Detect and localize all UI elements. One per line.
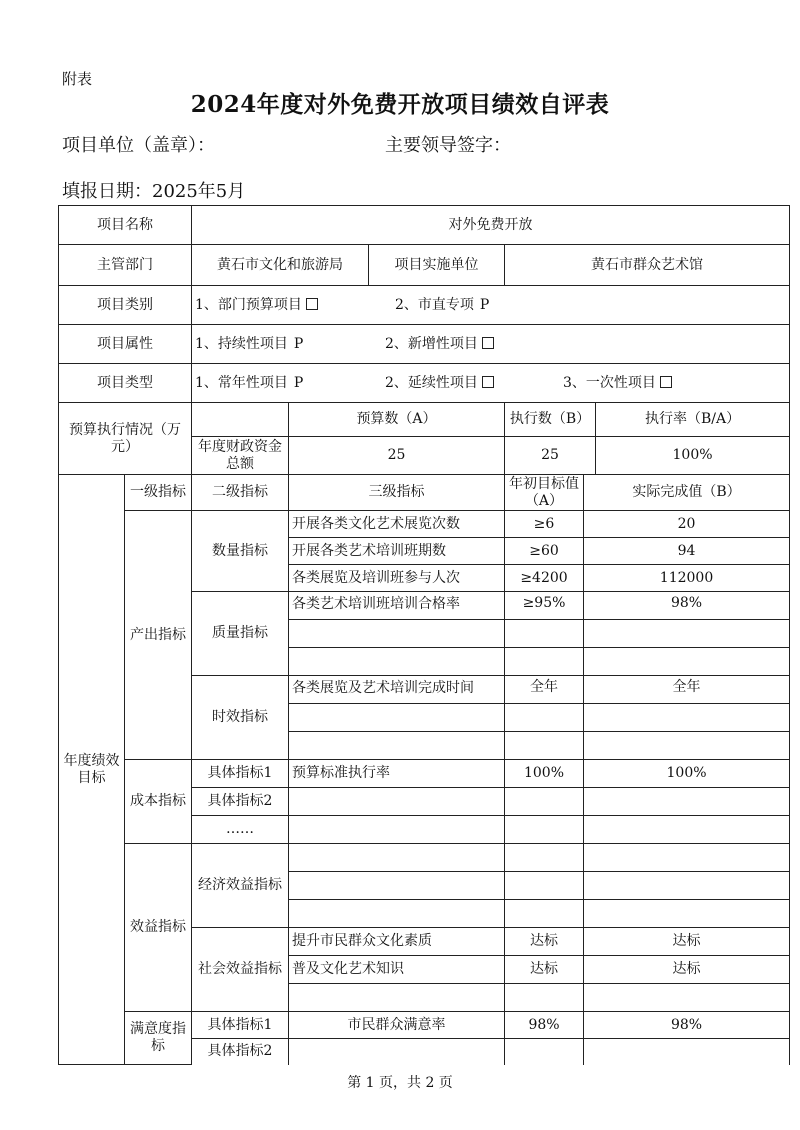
checkbox-empty-icon bbox=[482, 376, 494, 388]
econ-targets bbox=[505, 844, 584, 928]
fiscal-total-label: 年度财政资金总额 bbox=[192, 437, 289, 475]
attribute-option-2 bbox=[385, 336, 494, 353]
benefit-indicator-label: 效益指标 bbox=[125, 844, 192, 1012]
exec-amount-header: 执行数（B） bbox=[505, 403, 596, 437]
type-options bbox=[192, 364, 790, 403]
category-option-2-label: 2、市直专项 bbox=[395, 296, 474, 313]
empty-cell bbox=[505, 788, 584, 816]
category-option-1 bbox=[195, 297, 395, 314]
cost-item-1: 具体指标1 bbox=[192, 760, 289, 788]
dept-label: 主管部门 bbox=[59, 245, 192, 286]
empty-cell bbox=[584, 704, 790, 732]
empty-subrow bbox=[584, 984, 789, 1011]
actual-value: 98% bbox=[584, 1012, 790, 1039]
leader-signature-label: 主要领导签字： bbox=[385, 135, 511, 156]
empty-subrow bbox=[505, 844, 583, 872]
econ-names bbox=[289, 844, 505, 928]
indicator-name: 各类展览及培训班参与人次 bbox=[289, 565, 505, 592]
exec-rate: 100% bbox=[596, 437, 790, 475]
social-names bbox=[289, 928, 505, 1012]
empty-cell bbox=[584, 648, 790, 676]
empty-subrow bbox=[505, 984, 583, 1011]
attribute-option-1-label: 1、持续性项目 bbox=[195, 335, 288, 352]
indicator-name: 各类展览及艺术培训完成时间 bbox=[289, 676, 505, 704]
indicator-name: 提升市民群众文化素质 bbox=[289, 928, 504, 956]
actual-value: 20 bbox=[584, 511, 790, 538]
category-option-1-label: 1、部门预算项目 bbox=[195, 296, 302, 313]
dept-value: 黄石市文化和旅游局 bbox=[192, 245, 369, 286]
target-value: ≥6 bbox=[505, 511, 584, 538]
sat-item-2: 具体指标2 bbox=[192, 1039, 289, 1065]
empty-subrow bbox=[584, 900, 789, 927]
appendix-label: 附表 bbox=[62, 70, 93, 88]
empty-cell bbox=[505, 620, 584, 648]
empty-cell bbox=[584, 620, 790, 648]
indicator-name: 开展各类艺术培训班期数 bbox=[289, 538, 505, 565]
indicator-header-row bbox=[59, 475, 790, 511]
actual-value: 94 bbox=[584, 538, 790, 565]
table-row bbox=[59, 1012, 790, 1039]
level1-header: 一级指标 bbox=[125, 475, 192, 511]
target-header: 年初目标值（A） bbox=[505, 475, 584, 511]
actual-value: 112000 bbox=[584, 565, 790, 592]
check-mark: P bbox=[479, 296, 490, 313]
target-value: 98% bbox=[505, 1012, 584, 1039]
target-value: 全年 bbox=[505, 676, 584, 704]
sat-item-1: 具体指标1 bbox=[192, 1012, 289, 1039]
empty-cell bbox=[505, 732, 584, 760]
satisfaction-indicator-label: 满意度指标 bbox=[125, 1012, 192, 1065]
type-option-2 bbox=[385, 375, 563, 392]
checkbox-empty-icon bbox=[660, 376, 672, 388]
evaluation-table bbox=[58, 205, 790, 1065]
checkbox-empty-icon bbox=[482, 337, 494, 349]
actual-value: 达标 bbox=[584, 956, 789, 984]
empty-cell bbox=[584, 732, 790, 760]
output-indicator-label: 产出指标 bbox=[125, 511, 192, 760]
empty-cell bbox=[289, 648, 505, 676]
economic-benefit-label: 经济效益指标 bbox=[192, 844, 289, 928]
checkbox-empty-icon bbox=[306, 298, 318, 310]
attribute-option-2-label: 2、新增性项目 bbox=[385, 335, 478, 352]
empty-cell bbox=[505, 1039, 584, 1065]
exec-amount: 25 bbox=[505, 437, 596, 475]
indicator-name: 普及文化艺术知识 bbox=[289, 956, 504, 984]
empty-cell bbox=[505, 648, 584, 676]
cost-item-more: …… bbox=[192, 816, 289, 844]
empty-subrow bbox=[505, 900, 583, 927]
target-value: 达标 bbox=[505, 956, 583, 984]
empty-cell bbox=[289, 620, 505, 648]
empty-cell bbox=[289, 788, 505, 816]
exec-rate-header: 执行率（B/A） bbox=[596, 403, 790, 437]
category-options bbox=[192, 286, 790, 325]
project-name-row bbox=[59, 206, 790, 245]
econ-actuals bbox=[584, 844, 790, 928]
empty-cell bbox=[289, 1039, 505, 1065]
check-mark: P bbox=[293, 374, 304, 391]
level2-header: 二级指标 bbox=[192, 475, 289, 511]
category-label: 项目类别 bbox=[59, 286, 192, 325]
empty-subrow bbox=[289, 900, 504, 927]
annual-goal-label: 年度绩效目标 bbox=[59, 475, 125, 1065]
impl-label: 项目实施单位 bbox=[369, 245, 505, 286]
table-row bbox=[59, 760, 790, 788]
type-option-3-label: 3、一次性项目 bbox=[563, 374, 656, 391]
actual-value: 达标 bbox=[584, 928, 789, 956]
attribute-options bbox=[192, 325, 790, 364]
department-row bbox=[59, 245, 790, 286]
social-benefit-label: 社会效益指标 bbox=[192, 928, 289, 1012]
type-label: 项目类型 bbox=[59, 364, 192, 403]
project-name-label: 项目名称 bbox=[59, 206, 192, 245]
project-name-value: 对外免费开放 bbox=[192, 206, 790, 245]
target-value: ≥95% bbox=[505, 592, 584, 620]
empty-cell bbox=[505, 816, 584, 844]
cost-indicator-label: 成本指标 bbox=[125, 760, 192, 844]
timeliness-indicator-label: 时效指标 bbox=[192, 676, 289, 760]
category-option-2 bbox=[395, 297, 489, 314]
budget-empty-cell bbox=[192, 403, 289, 437]
actual-value: 100% bbox=[584, 760, 790, 788]
budget-amount: 25 bbox=[289, 437, 505, 475]
empty-cell bbox=[289, 704, 505, 732]
attribute-option-1 bbox=[195, 336, 385, 353]
target-value: 100% bbox=[505, 760, 584, 788]
table-row bbox=[59, 844, 790, 928]
indicator-name: 市民群众满意率 bbox=[289, 1012, 505, 1039]
quality-indicator-label: 质量指标 bbox=[192, 592, 289, 676]
budget-amount-header: 预算数（A） bbox=[289, 403, 505, 437]
type-row bbox=[59, 364, 790, 403]
quantity-indicator-label: 数量指标 bbox=[192, 511, 289, 592]
indicator-name: 各类艺术培训班培训合格率 bbox=[289, 592, 505, 620]
empty-subrow bbox=[289, 872, 504, 900]
budget-label: 预算执行情况（万元） bbox=[59, 403, 192, 475]
target-value: ≥60 bbox=[505, 538, 584, 565]
attribute-row bbox=[59, 325, 790, 364]
type-option-3 bbox=[563, 375, 672, 392]
indicator-name: 预算标准执行率 bbox=[289, 760, 505, 788]
target-value: ≥4200 bbox=[505, 565, 584, 592]
empty-subrow bbox=[289, 984, 504, 1011]
empty-cell bbox=[289, 816, 505, 844]
empty-cell bbox=[505, 704, 584, 732]
actual-value: 全年 bbox=[584, 676, 790, 704]
empty-subrow bbox=[584, 844, 789, 872]
actual-header: 实际完成值（B） bbox=[584, 475, 790, 511]
social-actuals bbox=[584, 928, 790, 1012]
actual-value: 98% bbox=[584, 592, 790, 620]
budget-header-row bbox=[59, 403, 790, 437]
empty-cell bbox=[289, 732, 505, 760]
empty-subrow bbox=[289, 844, 504, 872]
table-row bbox=[59, 511, 790, 538]
empty-cell bbox=[584, 816, 790, 844]
social-targets bbox=[505, 928, 584, 1012]
indicator-name: 开展各类文化艺术展览次数 bbox=[289, 511, 505, 538]
empty-cell bbox=[584, 788, 790, 816]
attribute-label: 项目属性 bbox=[59, 325, 192, 364]
type-option-1-label: 1、常年性项目 bbox=[195, 374, 288, 391]
empty-subrow bbox=[584, 872, 789, 900]
page-title: 2024年度对外免费开放项目绩效自评表 bbox=[190, 91, 610, 118]
type-option-2-label: 2、延续性项目 bbox=[385, 374, 478, 391]
level3-header: 三级指标 bbox=[289, 475, 505, 511]
empty-cell bbox=[584, 1039, 790, 1065]
type-option-1 bbox=[195, 375, 385, 392]
target-value: 达标 bbox=[505, 928, 583, 956]
check-mark: P bbox=[293, 335, 304, 352]
project-unit-label: 项目单位（盖章）： bbox=[62, 135, 215, 156]
report-date: 填报日期：2025年5月 bbox=[62, 181, 246, 202]
category-row bbox=[59, 286, 790, 325]
page-number: 第 1 页，共 2 页 bbox=[347, 1075, 453, 1091]
impl-value: 黄石市群众艺术馆 bbox=[505, 245, 790, 286]
cost-item-2: 具体指标2 bbox=[192, 788, 289, 816]
empty-subrow bbox=[505, 872, 583, 900]
